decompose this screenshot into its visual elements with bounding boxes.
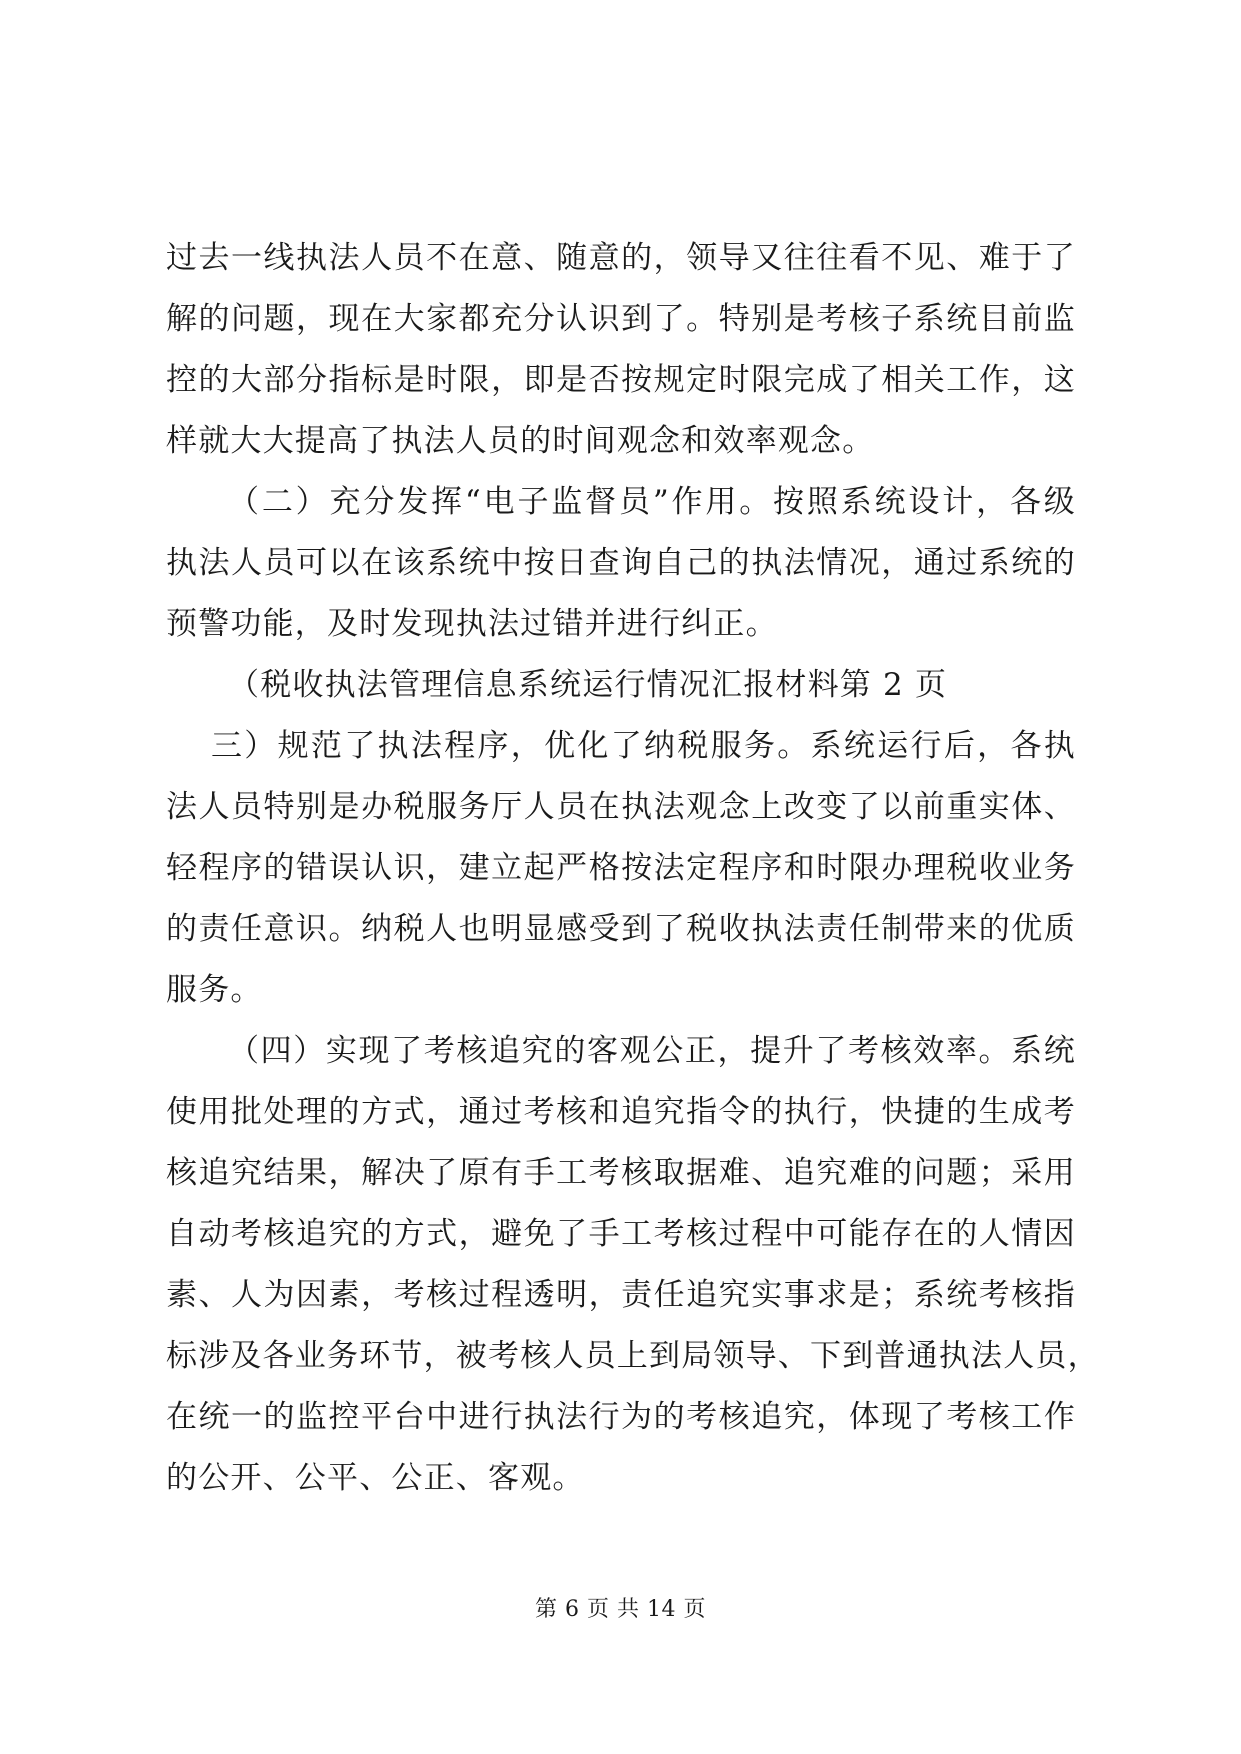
text-line: （税收执法管理信息系统运行情况汇报材料第 2 页	[228, 667, 948, 703]
text-line: 使用批处理的方式，通过考核和追究指令的执行，快捷的生成考	[166, 1094, 1076, 1130]
text-line: 解的问题，现在大家都充分认识到了。特别是考核子系统目前监	[166, 301, 1076, 337]
text-line: 预警功能，及时发现执法过错并进行纠正。	[166, 606, 778, 642]
text-line: （四）实现了考核追究的客观公正，提升了考核效率。系统	[228, 1033, 1076, 1069]
text-line: 控的大部分指标是时限，即是否按规定时限完成了相关工作，这	[166, 362, 1076, 398]
text-line: 在统一的监控平台中进行执法行为的考核追究，体现了考核工作	[166, 1399, 1076, 1435]
text-line: 素、人为因素，考核过程透明，责任追究实事求是；系统考核指	[166, 1277, 1076, 1313]
text-line: （二）充分发挥“电子监督员”作用。按照系统设计，各级	[228, 484, 1076, 520]
page-number-footer: 第 6 页 共 14 页	[535, 1597, 706, 1622]
text-line: 法人员特别是办税服务厅人员在执法观念上改变了以前重实体、	[166, 789, 1076, 825]
text-line: 标涉及各业务环节，被考核人员上到局领导、下到普通执法人员，	[166, 1338, 1100, 1374]
document-body	[166, 228, 1100, 1509]
text-line: 轻程序的错误认识，建立起严格按法定程序和时限办理税收业务	[166, 850, 1076, 886]
text-line: 执法人员可以在该系统中按日查询自己的执法情况，通过系统的	[166, 545, 1076, 581]
text-line: 的责任意识。纳税人也明显感受到了税收执法责任制带来的优质	[166, 911, 1076, 947]
text-line: 样就大大提高了执法人员的时间观念和效率观念。	[166, 423, 875, 459]
text-line: 三）规范了执法程序，优化了纳税服务。系统运行后，各执	[211, 728, 1076, 764]
text-line: 的公开、公平、公正、客观。	[166, 1460, 585, 1496]
text-line: 过去一线执法人员不在意、随意的，领导又往往看不见、难于了	[166, 240, 1076, 276]
text-line: 服务。	[166, 972, 263, 1008]
text-line: 核追究结果，解决了原有手工考核取据难、追究难的问题；采用	[166, 1155, 1076, 1191]
text-line: 自动考核追究的方式，避免了手工考核过程中可能存在的人情因	[166, 1216, 1076, 1252]
